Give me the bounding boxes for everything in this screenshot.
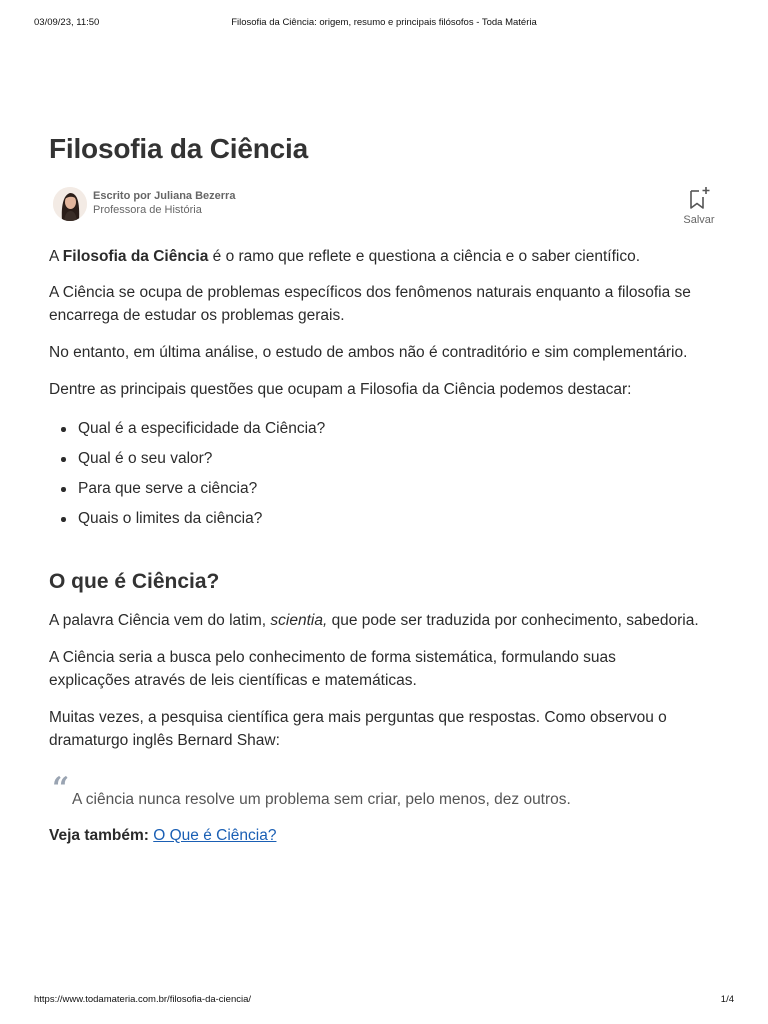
intro-paragraph (49, 245, 640, 268)
print-document-title: Filosofia da Ciência: origem, resumo e principais filósofos - Toda Matéria (231, 17, 537, 28)
author-info (93, 190, 235, 216)
print-datetime: 03/09/23, 11:50 (34, 17, 100, 28)
print-header (0, 17, 768, 31)
page-title: Filosofia da Ciência (49, 133, 308, 164)
author-role: Professora de História (93, 204, 202, 216)
intro-text-pre: A (49, 248, 63, 265)
list-item: Qual é o seu valor? (49, 447, 325, 477)
print-footer (0, 994, 768, 1008)
list-item: Quais o limites da ciência? (49, 507, 325, 537)
author-box (53, 186, 719, 230)
see-also-label: Veja também: (49, 827, 149, 844)
blockquote (49, 771, 709, 808)
etymology-latin-term: scientia, (270, 612, 328, 629)
intro-text-post: é o ramo que reflete e questiona a ciência e o saber científico. (208, 248, 641, 265)
paragraph-systematic-search: A Ciência seria a busca pelo conhecimento de forma sistemática, formulando suas explicações através de leis científicas e matemáticas. (49, 649, 616, 689)
quote-text: A ciência nunca resolve um problema sem criar, pelo menos, dez outros. (72, 791, 571, 808)
print-url: https://www.todamateria.com.br/filosofia-da-ciencia/ (34, 994, 252, 1005)
paragraph-main-questions: Dentre as principais questões que ocupam a Filosofia da Ciência podemos destacar: (49, 381, 632, 398)
bookmark-plus-icon (687, 186, 711, 210)
author-avatar (53, 187, 87, 221)
paragraph-more-questions: Muitas vezes, a pesquisa científica gera mais perguntas que respostas. Como observou o dramaturgo inglês Bernard Shaw: (49, 709, 667, 749)
etymology-text-pre: A palavra Ciência vem do latim, (49, 612, 271, 629)
see-also (49, 824, 276, 847)
print-page-number: 1/4 (720, 994, 734, 1005)
paragraph-complementary: No entanto, em última análise, o estudo de ambos não é contraditório e sim complementário. (49, 344, 688, 361)
paragraph-science-scope: A Ciência se ocupa de problemas específicos dos fenômenos naturais enquanto a filosofia se encarrega de estudar os problemas gerais. (49, 284, 691, 324)
section-heading: O que é Ciência? (49, 570, 220, 593)
save-button[interactable] (679, 186, 719, 226)
questions-list (49, 417, 325, 537)
quote-mark-icon: “ (52, 771, 70, 806)
intro-text-bold: Filosofia da Ciência (62, 248, 209, 265)
paragraph-etymology (49, 609, 699, 632)
see-also-link[interactable]: O Que é Ciência? (153, 827, 277, 844)
list-item: Qual é a especificidade da Ciência? (49, 417, 325, 447)
list-item: Para que serve a ciência? (49, 477, 325, 507)
etymology-text-post: que pode ser traduzida por conhecimento, sabedoria. (327, 612, 699, 629)
save-label: Salvar (683, 214, 715, 226)
author-name: Escrito por Juliana Bezerra (93, 190, 236, 202)
